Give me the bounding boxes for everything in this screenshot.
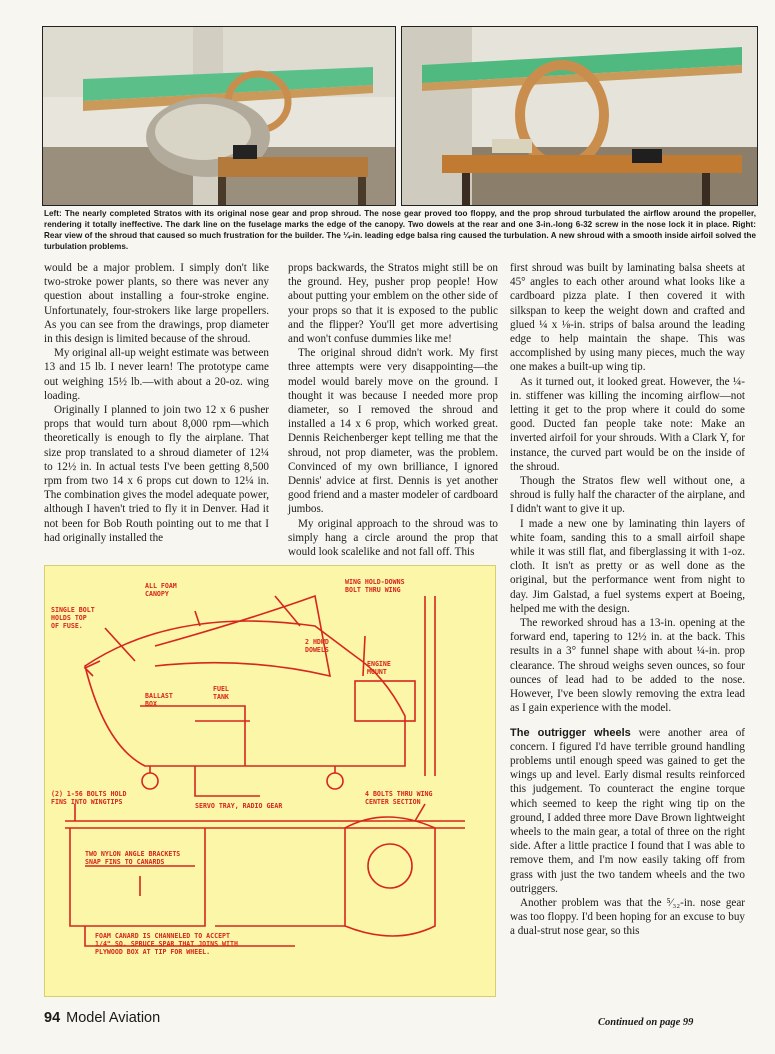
photo-stratos-nose [42,26,396,206]
run-in-heading: The outrigger wheels [510,726,631,739]
label-bolt-3: OF FUSE. [51,622,83,630]
label-fuel-1: FUEL [213,685,229,693]
label-engine-2: MOUNT [367,668,387,676]
magazine-name: Model Aviation [66,1010,161,1026]
paragraph-outrigger [510,726,745,896]
paragraph: Though the Stratos flew well without one, a shroud is fully half the character of the airplane, and I didn't want to give it up. [510,475,745,516]
label-canard-3: PLYWOOD BOX AT TIP FOR WHEEL. [95,948,211,956]
photo-shroud-rear [401,26,758,206]
article-column-2 [288,261,498,559]
paragraph: would be a major problem. I simply don't like two-stroke power plants, so there was never any question about installing a four-stroke engine. Unfortunately, four-strokers like large propellers. As you can see from the drawings, prop diameter in this design is limited because of the shroud. [44,262,269,346]
label-bolt-1: SINGLE BOLT [51,606,95,614]
page-footer [44,1010,160,1026]
article-column-1 [44,261,269,545]
paragraph: My original all-up weight estimate was between 13 and 15 lb. I never learn! The prototype came out weighing 15½ lb.—with about a 20-oz. wing loading. [44,347,269,402]
continued-note: Continued on page 99 [598,1017,694,1028]
label-engine-1: ENGINE [367,660,391,668]
label-brackets-1: TWO NYLON ANGLE BRACKETS [85,850,181,858]
paragraph: first shroud was built by laminating balsa sheets at 45° angles to each other around what looks like a cardboard pizza plate. I then covered it with silkspan to keep the weight down and crafted and glued ¼ x ⅛-in. strips of balsa around the leading edge to help maintain the shape. This was accomplished by using many pieces, much the way one makes a built-up wing tip. [510,262,745,374]
label-wing-holddowns-2: BOLT THRU WING [345,586,401,594]
label-dowels-2: DOWELS [305,646,329,654]
label-bolts-thru-1: 4 BOLTS THRU WING [365,790,433,798]
diagram-drawing [45,566,495,996]
label-fins-2: FINS INTO WINGTIPS [51,798,123,806]
label-canard-1: FOAM CANARD IS CHANNELED TO ACCEPT [95,932,230,940]
stratos-construction-diagram [44,565,496,997]
paragraph: props backwards, the Stratos might still be on the ground. Hey, pusher prop people! How about putting your emblem on the other side of your props so that it is exposed to the public and the flipper? You'll get more advertising and won't confuse dummies like me! [288,262,498,346]
paragraph: Another problem was that the ⁵⁄₃₂-in. nose gear was too floppy. I'd been hoping for an excuse to buy a dual-strut nose gear, so this [510,896,745,938]
label-bolts-thru-2: CENTER SECTION [365,798,421,806]
label-fins-1: (2) 1-56 BOLTS HOLD [51,790,127,798]
label-canopy-1: ALL FOAM [145,582,177,590]
label-wing-holddowns-1: WING HOLD-DOWNS [345,578,405,586]
label-ballast-2: BOX [145,700,157,708]
photo-caption: Left: The nearly completed Stratos with its original nose gear and prop shroud. The nose gear proved too floppy, and the prop shroud turbulated the airflow around the propeller, rendering it totally ineffective. The dark line on the fuselage marks the edge of the canopy. Two dowels at the rear and one 3-in.-long 6-32 screw in the nose lock it in place. Right: Rear view of the shroud that caused so much frustration for the builder. The ¼-in. leading edge balsa ring caused the turbulation. A new shroud with a smooth inside airfoil solved the turbulation problems. [44,209,756,251]
label-canopy-2: CANOPY [145,590,169,598]
label-ballast-1: BALLAST [145,692,173,700]
paragraph: The reworked shroud has a 13-in. opening at the forward end, tapering to 12½ in. at the back. This results in a 3° funnel shape with about ¼-in. prop clearance. The shroud weighs seven ounces, so four ounces of lead had to be added to the nose. However, I've been slowly removing the extra lead as I gain experience with the model. [510,617,745,715]
label-bolt-2: HOLDS TOP [51,614,87,622]
label-servo: SERVO TRAY, RADIO GEAR [195,802,283,810]
page-number: 94 [44,1010,61,1026]
paragraph: Originally I planned to join two 12 x 6 pusher props that would turn about 8,000 rpm—which theoretically is enough to fly the airplane. That size prop translated to a shroud diameter of 12¼ to 12½ in. In actual tests I've been getting 8,500 rpm from two 14 x 6 props cut down to 12¼ in. The combination gives the model adequate power, although I haven't tried to fly it in Denver. Had it not been for Bob Routh pointing out to me that I had originally installed the [44,404,269,544]
paragraph: I made a new one by laminating thin layers of white foam, sanding this to a small airfoil shape while it was still flat, and fiberglassing it with 1-oz. cloth. It isn't as pretty or as well done as the original, but the performance went from night to day. Jim Galstad, a fuel systems expert at Boeing, helped me with the design. [510,517,745,615]
paragraph: The original shroud didn't work. My first three attempts were very disappointing—the model would barely move on the ground. I thought it was because I needed more prop diameter, so I removed the shroud and installed a 14 x 6 prop, which worked great. Dennis Reichenberger kept telling me that the shroud, not prop diameter, was the problem. Convinced of my own brilliance, I ignored Dennis' advice at first. Dennis is yet another good friend and a master modeler of cardboard jumbos. [288,347,498,516]
paragraph-text: were another area of concern. I figured I'd have terrible ground handling problems until enough speed was gained to get the wings up and level. Early dismal results reinforced this judgement. To counteract the engine torque which seemed to keep the right wing tip on the ground, I added three more Dave Brown lightweight wheels to the main gear, a total of three on the right side. After a little practice I found that I was able to remove them, and I'm now easily taking off from grass with just the two tandem wheels and the two outriggers. [510,726,745,895]
label-canard-2: 1/4" SQ. SPRUCE SPAR THAT JOINS WITH [95,940,238,948]
paragraph: As it turned out, it looked great. However, the ¼-in. stiffener was killing the incoming airflow—not letting it get to the prop where it could do some good. Ducted fan people take note: Make an inverted airfoil for your shrouds. With a Clark Y, for instance, the curved part would be on the inside of the shroud. [510,375,745,473]
label-brackets-2: SNAP FINS TO CANARDS [85,858,165,866]
article-column-3 [510,261,745,939]
label-fuel-2: TANK [213,693,229,701]
label-dowels-1: 2 HDWD [305,638,329,646]
paragraph: My original approach to the shroud was to simply hang a circle around the prop that would look scalelike and not fall off. This [288,517,498,559]
